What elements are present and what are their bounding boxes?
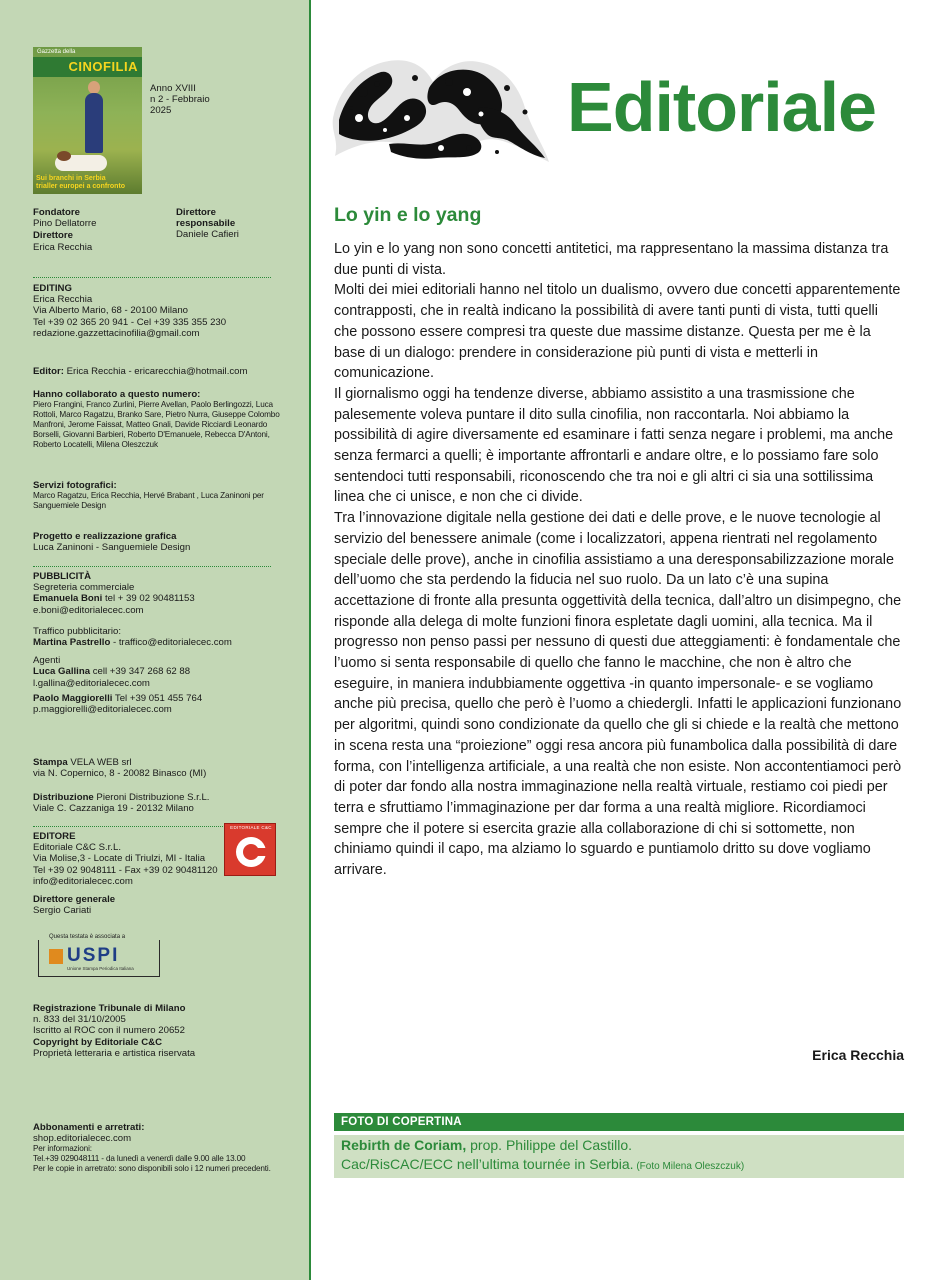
dir-generale-value: Sergio Cariati [33,905,92,917]
direttore-value: Erica Recchia [33,241,93,253]
issue-year: 2025 [150,105,172,117]
issue-anno: Anno XVIII [150,83,196,94]
editing-line: Via Alberto Mario, 68 - 20100 Milano [33,305,189,317]
abbonamenti-site: shop.editorialecec.com [33,1133,132,1145]
cover-mini-title: Gazzetta della [37,49,76,55]
direttore-resp-value: Daniele Cafieri [176,229,239,241]
cover-photo-caption [334,1135,904,1178]
collab-block [33,389,295,450]
editore-label: EDITORE [33,831,76,842]
cover-titles: Cac/RisCAC/ECC nell’ultima tournée in Serbia. [341,1156,634,1172]
cover-masthead: CINOFILIA [33,57,142,77]
agenti-label: Agenti [33,655,61,667]
segreteria: Segreteria commerciale [33,582,135,594]
uspi-word: USPI [67,945,120,966]
article-body [334,239,904,881]
pastrello-rest: - traffico@editorialecec.com [110,637,232,649]
editore-line: Tel +39 02 9048111 - Fax +39 02 90481120 [33,864,218,876]
fondatore-value: Pino Dellatorre [33,218,97,230]
cover-thumbnail [33,47,142,194]
editore-line: Editoriale C&C S.r.L. [33,842,121,854]
editing-line: Erica Recchia [33,294,93,306]
editor-line [33,366,295,377]
editing-block [33,283,295,339]
gallina-name: Luca Gallina [33,666,91,678]
article-paragraph: Tra l’innovazione digitale nella gestione dei dati e delle prove, e le nuove tecnologie al servizio del benessere animale (come i localizzatori, appena rientrati nel regolamento speciale delle prove), anche in cinofilia assistiamo a una deresponsabilizzazione morale dell’uomo che sta perdendo la fiducia nel suo ruolo. Da un lato c’è una supina accettazione di fronte alla presunta oggettività della tecnica, dall’altro un disimpegno, che risponde alla delega di molte funzioni finora espletate dagli uomini, alla tecnica. Ma il progresso non penso passi per nessuno di questi due atteggiamenti: è fondamentale che l’uomo si senta responsabile di quello che fanno le macchine, che non è altro che eseguire, in maniera indubbiamente oggettiva -in quanto impersonale- e se vogliamo anche più precisa, quello che però è l’uomo a chiedergli. Infatti le applicazioni funzionano per algoritmi, quindi sono condizionate da quello che gli si chiede e la realtà che mettono in scena resta una “proiezione” oggi resa ancora più funambolica dalla possibilità di dare forma, con l’intelligenza artificiale, a una realtà che non esiste. Non accontentiamoci però di poter dar fondo alla nostra immaginazione nella realtà virtuale, restiamo coi piedi per terra e sfruttiamo l’immaginazione per dar forma a una realtà migliore. Ricordiamoci sempre che il potere si esercita grazie alla collaborazione di chi si sottomette, non chiniamo quindi il capo, ma alziamo lo sguardo e puntiamolo dritto su dove vogliamo arrivare. [334,510,902,879]
foto-label: Servizi fotografici: [33,480,117,491]
boni-line [33,593,295,604]
pubblicita-label: PUBBLICITÀ [33,571,92,582]
separator [33,277,271,278]
boni-mail: e.boni@editorialecec.com [33,604,144,616]
editing-label: EDITING [33,283,72,294]
abbonamenti-block [33,1122,295,1174]
foto-block [33,480,295,511]
stampa-block [33,757,295,779]
distribuzione-address: Viale C. Cazzaniga 19 - 20132 Milano [33,803,194,815]
page-title: Editoriale [567,68,876,146]
maggiorelli-mail: p.maggiorelli@editorialecec.com [33,704,172,716]
collab-text: Piero Frangini, Franco Zurlini, Pierre Avellan, Paolo Berlingozzi, Luca Rottoli, Marco Ragatzu, Branko Sare, Pietro Nurra, Giuseppe Colombo Manfroni, Jerome Faissat, Matteo Gnali, Davide Ricciardi Leonardo Borselli, Giovanni Barbieri, Roberto D'Emanuele, Rebecca D'Antoni, Roberto Locatelli, Milena Oleszczuk [33,400,280,450]
abbonamenti-label: Abbonamenti e arretrati: [33,1122,145,1133]
distribuzione-value: Pieroni Distribuzione S.r.L. [93,792,210,803]
registrazione-line: n. 833 del 31/10/2005 [33,1014,126,1026]
dir-generale-block [33,894,295,916]
traffico-label: Traffico pubblicitario: [33,625,121,637]
abbonamenti-phone: Tel.+39 029048111 - da lunedì a venerdì dalle 9.00 alle 13.00 [33,1154,246,1164]
registrazione-label: Registrazione Tribunale di Milano [33,1003,186,1014]
foto-text: Marco Ragatzu, Erica Recchia, Hervé Brabant , Luca Zaninoni per Sanguemiele Design [33,491,264,511]
issue-info [150,83,250,117]
ink-illustration [329,48,553,170]
fondatore-block [33,207,163,253]
direttore-resp-block [176,207,256,241]
registrazione-block [33,1003,295,1059]
fondatore-label: Fondatore [33,207,80,218]
rights: Proprietà letteraria e artistica riservata [33,1047,196,1059]
cover-caption-line2: trialler europei a confronto [36,183,126,190]
distribuzione-block [33,792,295,814]
editore-line: info@editorialecec.com [33,875,133,887]
cover-owner: prop. Philippe del Castillo. [466,1137,633,1153]
dir-generale-label: Direttore generale [33,894,116,905]
editor-label: Editor: [33,366,64,377]
editing-line: Tel +39 02 365 20 941 - Cel +39 335 355 230 [33,316,227,328]
maggiorelli-line [33,693,295,704]
separator [33,566,271,567]
logo-tag: EDITORIALE C&C [230,825,272,830]
abbonamenti-arretrati: Per le copie in arretrato: sono disponibili solo i 12 numeri precedenti. [33,1164,271,1174]
uspi-sub: Unione Stampa Periodica Italiana [67,966,134,971]
stampa-address: via N. Copernico, 8 - 20082 Binasco (MI) [33,768,207,780]
boni-tel: tel + 39 02 90481153 [102,593,195,605]
progetto-block [33,531,295,553]
article-paragraph: Molti dei miei editoriali hanno nel titolo un dualismo, ovvero due concetti apparentemente contrapposti, che in realtà indicano la possibilità di avere tanti punti di vista, tutti quelli che possono essere compresi tra queste due massime distanze. Questa per me è la base di un dialogo: prendere in considerazione più punti di vista e metterli in comunicazione. [334,282,901,382]
uspi-logo [38,934,160,977]
copyright: Copyright by Editoriale C&C [33,1036,162,1048]
pastrello-name: Martina Pastrello [33,637,111,649]
boni-name: Emanuela Boni [33,593,103,605]
progetto-text: Luca Zaninoni - Sanguemiele Design [33,542,191,554]
cover-photo-label: FOTO DI COPERTINA [334,1113,904,1131]
distribuzione-label: Distribuzione [33,792,94,803]
editore-line: Via Molise,3 - Locate di Triulzi, MI - Italia [33,853,206,865]
editor-value: Erica Recchia - ericarecchia@hotmail.com [66,366,248,377]
article-paragraph: Lo yin e lo yang non sono concetti antitetici, ma rappresentano la massima distanza tra due punti di vista. [334,241,889,278]
article-headline: Lo yin e lo yang [334,204,482,226]
gallina-tel: cell +39 347 268 62 88 [90,666,191,678]
maggiorelli-tel: Tel +39 051 455 764 [112,692,203,704]
direttore-resp-label: Direttore responsabile [176,207,236,230]
editoriale-cc-logo [224,823,276,876]
gallina-line [33,666,295,677]
cover-man [85,93,103,153]
cover-caption [36,175,125,191]
editing-line: redazione.gazzettacinofilia@gmail.com [33,327,200,339]
direttore-label: Direttore [33,230,73,242]
cover-dog-spot [57,151,71,161]
stampa-value: VELA WEB srl [67,757,132,768]
abbonamenti-info-label: Per informazioni: [33,1144,92,1154]
registrazione-line: Iscritto al ROC con il numero 20652 [33,1025,185,1037]
cover-credit: (Foto Milena Oleszczuk) [633,1161,745,1172]
uspi-mark [49,949,63,964]
gallina-mail: l.gallina@editorialecec.com [33,677,150,689]
collab-label: Hanno collaborato a questo numero: [33,389,201,400]
logo-cut [255,848,269,856]
progetto-label: Progetto e realizzazione grafica [33,531,177,542]
stampa-label: Stampa [33,757,68,768]
maggiorelli-name: Paolo Maggiorelli [33,692,113,704]
issue-numero: n 2 - Febbraio [150,94,210,106]
pastrello-line [33,637,295,648]
article-paragraph: Il giornalismo oggi ha tendenze diverse, abbiamo assistito a una trasmissione che palesemente voleva puntare il dito sulla cinofilia, non raccontarla. Noi abbiamo la possibilità di agire diversamente ed esaminare i fatti senza negare i problemi, ma anche senza fermarci a quelli; è importante affrontarli e andare oltre, e lo possiamo fare solo sentendoci tutti responsabili, riconoscendo che tra noi e gli altri ci sia una sottilissima linea che ci unisce, e non che ci divide. [334,385,894,506]
article-author: Erica Recchia [812,1047,904,1063]
cover-caption-line1: Sui branchi in Serbia [36,175,106,182]
cover-dog-name: Rebirth de Coriam, [341,1137,467,1153]
uspi-caption: Questa testata è associata a [49,934,126,940]
pubblicita-block [33,571,295,715]
